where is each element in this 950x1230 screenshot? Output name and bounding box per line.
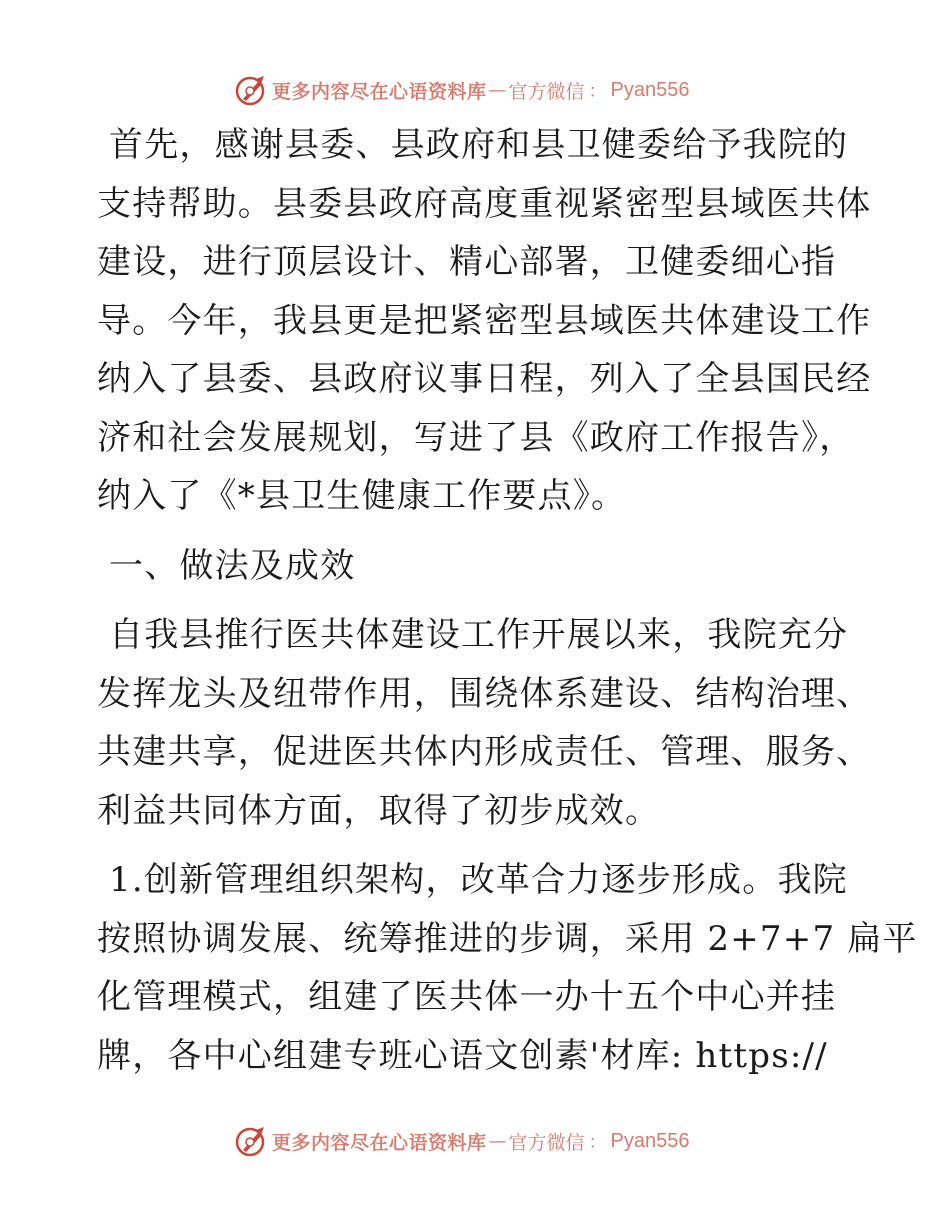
- text-line: 纳入了县委、县政府议事日程，列入了全县国民经: [97, 359, 872, 399]
- text-line: 纳入了《*县卫生健康工作要点》。: [97, 476, 627, 516]
- footer-watermark: [234, 1123, 714, 1159]
- watermark-main-text: 更多内容尽在心语资料库: [272, 1131, 487, 1154]
- watermark-official-label: 官方微信: [508, 1131, 585, 1154]
- watermark-separator: —: [488, 1130, 507, 1152]
- text-line: 1.创新管理组织架构，改革合力逐步形成。我院: [109, 860, 848, 900]
- text-line: 牌，各中心组建专班心语文创素'材库: https://: [97, 1035, 828, 1076]
- text-line: 共建共享，促进医共体内形成责任、管理、服务、: [97, 732, 872, 772]
- quill-seal-icon: [234, 73, 268, 107]
- text-line: 发挥龙头及纽带作用，围绕体系建设、结构治理、: [97, 673, 872, 714]
- header-watermark: [234, 72, 714, 108]
- text-line: 按照协调发展、统筹推进的步调，采用 2+7+7 扁平: [97, 918, 918, 959]
- text-line: 化管理模式，组建了医共体一办十五个中心并挂: [97, 977, 837, 1017]
- paragraph-item-1: [97, 851, 918, 1085]
- text-line: 支持帮助。县委县政府高度重视紧密型县域医共体: [97, 183, 872, 224]
- text-line: 建设，进行顶层设计、精心部署，卫健委细心指: [97, 242, 837, 282]
- watermark-wechat-id: Pyan556: [610, 1129, 690, 1152]
- paragraph-results: [97, 606, 872, 840]
- watermark-colon: ：: [588, 1132, 607, 1153]
- section-heading: [97, 537, 867, 596]
- watermark-separator: —: [488, 79, 507, 101]
- text-line: 利益共同体方面，取得了初步成效。: [97, 790, 661, 831]
- paragraph-intro: [97, 116, 872, 526]
- section-heading-text: 一、做法及成效: [109, 545, 356, 586]
- document-body: [97, 116, 918, 1096]
- watermark-colon: ：: [588, 81, 607, 102]
- watermark-official-label: 官方微信: [508, 80, 585, 103]
- watermark-main-text: 更多内容尽在心语资料库: [272, 80, 487, 103]
- watermark-wechat-id: Pyan556: [610, 78, 690, 101]
- text-line: 首先，感谢县委、县政府和县卫健委给予我院的: [109, 125, 849, 165]
- quill-seal-icon: [234, 1124, 268, 1158]
- text-line: 自我县推行医共体建设工作开展以来，我院充分: [109, 615, 849, 655]
- text-line: 导。今年，我县更是把紧密型县域医共体建设工作: [97, 300, 872, 341]
- text-line: 济和社会发展规划，写进了县《政府工作报告》，: [97, 417, 855, 458]
